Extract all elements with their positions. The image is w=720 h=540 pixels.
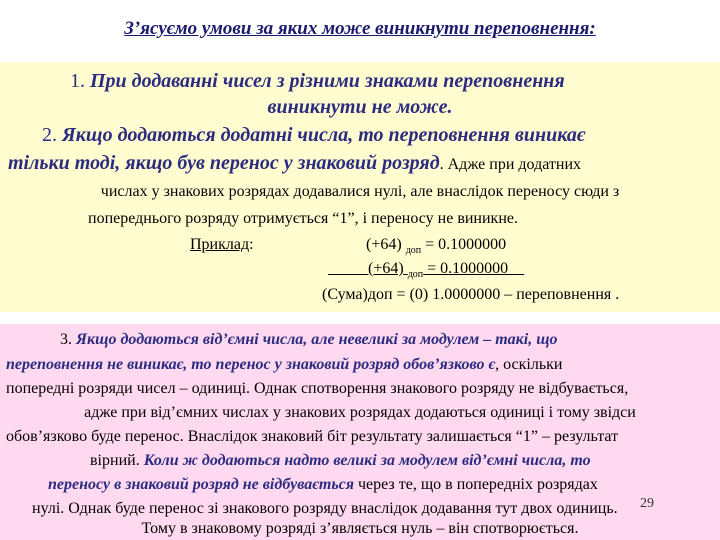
point-3-line-b [6, 356, 562, 374]
point-3-text-b-normal: , оскільки [495, 356, 563, 373]
example-label [190, 236, 254, 254]
example-line-2-sub: доп [407, 269, 424, 281]
point-2-line-a [42, 124, 585, 147]
example-line-2 [328, 260, 576, 280]
point-3-text-b-bold: переповнення не виникає, то перенос у знаковий розряд обов’язково є [6, 356, 496, 373]
point-3-number: 3. [60, 331, 72, 348]
point-2-text-a: Якщо додаються додатні числа, то переповнення виникає [62, 124, 586, 146]
example-line-1-sub: доп [405, 245, 422, 257]
point-1-text-a: При додаванні чисел з різними знаками переповнення [90, 70, 565, 92]
point-3-text-f-bold: Коли ж додаються надто великі за модулем від’ємні числа, то [143, 452, 591, 469]
point-2-line-b [8, 152, 581, 175]
point-2-text-b-bold: тільки тоді, якщо був перенос у знаковий розряд [8, 152, 440, 174]
point-3-text-d: адже при від’ємних числах у знакових розрядах додаються одиниці і тому звідси [84, 404, 636, 421]
example-line-3: (Сума)доп = (0) 1.0000000 – переповнення . [322, 286, 620, 303]
example-line-1 [366, 236, 506, 256]
example-line-1-a: (+64) [366, 236, 402, 253]
point-1-text-b: виникнути не може. [267, 96, 453, 118]
point-3-text-i: Тому в знаковому розряді з’являється нуль – він спотворюється. [141, 520, 579, 537]
point-1-line-a [70, 70, 565, 93]
example-label-colon: : [249, 236, 254, 253]
point-3-text-h: нулі. Однак буде перенос зі знакового розряду внаслідок додавання тут двох одиниць. [32, 500, 618, 517]
example-line-1-b: = 0.1000000 [425, 236, 507, 253]
point-2-text-d: попереднього розряду отримується “1”, і переносу не виникне. [88, 210, 518, 227]
point-3-line-f [90, 452, 591, 470]
example-line-2-a: (+64) [368, 260, 404, 277]
point-3-line-g [48, 476, 598, 494]
page-title: З’ясуємо умови за яких може виникнути переповнення: [124, 18, 596, 39]
point-2-text-c: числах у знакових розрядах додавалися нулі, але внаслідок переносу сюди з [100, 183, 620, 200]
point-3-text-g-normal: через те, що в попередніх розрядах [353, 476, 598, 493]
point-2-text-b-normal: . Адже при додатних [439, 156, 582, 173]
example-line-2-b: = 0.1000000 [427, 260, 509, 277]
point-3-line-a [60, 331, 558, 349]
point-1-number: 1. [70, 70, 85, 92]
example-label-text: Приклад [190, 236, 250, 253]
point-2-number: 2. [42, 124, 57, 146]
point-3-text-f-normal: вірний. [90, 452, 144, 469]
point-3-text-g-bold: переносу в знаковий розряд не відбувається [48, 476, 354, 493]
page-number: 29 [640, 496, 654, 511]
point-3-text-a: Якщо додаються від’ємні числа, але невеликі за модулем – такі, що [76, 331, 558, 348]
point-3-text-c: попередні розряди чисел – одиниці. Однак спотворення знакового розряду не відбувається, [6, 380, 629, 397]
point-3-text-e: обов’язково буде перенос. Внаслідок знаковий біт результату залишається “1” – результат [6, 428, 619, 445]
